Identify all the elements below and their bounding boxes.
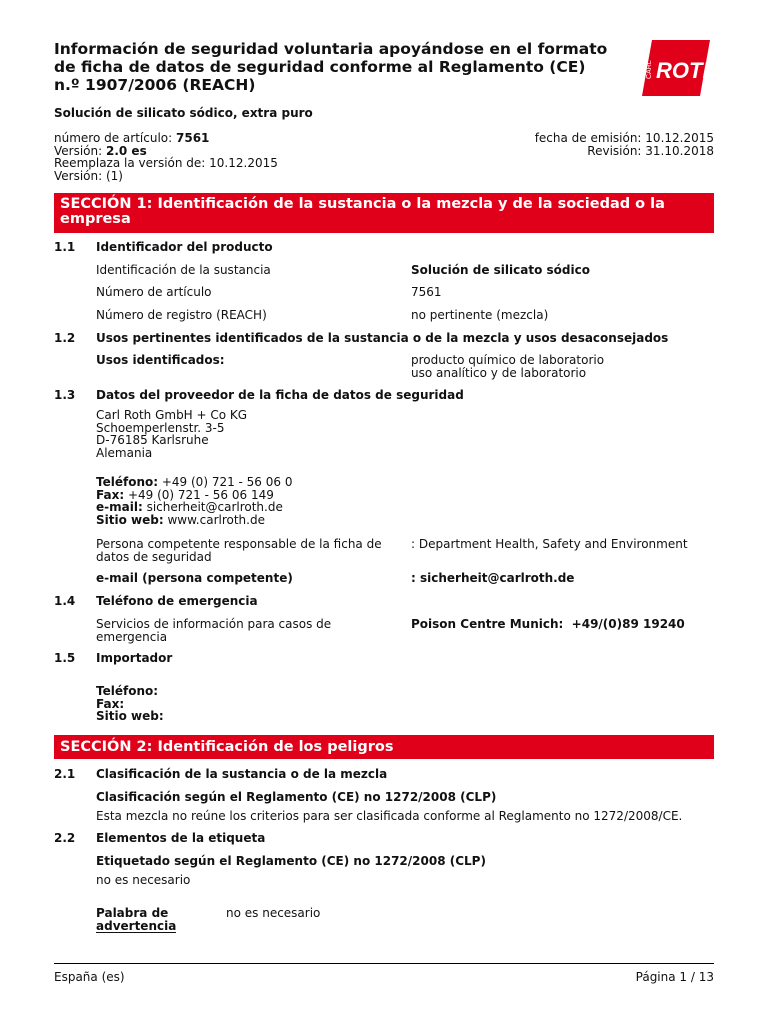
article-number-value: 7561: [411, 285, 442, 299]
footer-divider: [54, 963, 714, 964]
s1-1-number: 1.1: [54, 240, 76, 254]
address-line: D-76185 Karlsruhe: [96, 433, 209, 447]
competent-email-value[interactable]: : sicherheit@carlroth.de: [411, 571, 575, 585]
website-label: Sitio web:: [96, 512, 164, 527]
email-label: e-mail:: [96, 500, 143, 514]
s1-3-number: 1.3: [54, 388, 76, 402]
signal-word-value: no es necesario: [226, 906, 321, 920]
signal-word-label: [96, 907, 176, 933]
competent-person-value: : Department Health, Safety and Environment: [411, 537, 688, 551]
product-name: Solución de silicato sódico, extra puro: [54, 106, 313, 120]
address-line: Alemania: [96, 445, 153, 460]
s1-4-number: 1.4: [54, 594, 76, 608]
identification-value: Solución de silicato sódico: [411, 263, 590, 277]
reach-number-label: Número de registro (REACH): [96, 308, 267, 322]
signal-word-label-line-1: Palabra de: [96, 906, 169, 920]
section-2-header: SECCIÓN 2: Identificación de los peligros: [54, 735, 714, 759]
email-link[interactable]: sicherheit@carlroth.de: [142, 500, 283, 514]
s2-2-title: Elementos de la etiqueta: [96, 831, 266, 845]
emergency-value: Poison Centre Munich: +49/(0)89 19240: [411, 617, 685, 631]
footer-country: España (es): [54, 970, 125, 984]
article-number-label: Número de artículo: [96, 285, 212, 299]
registered-mark: ®: [702, 42, 709, 50]
clp-classification-heading: Clasificación según el Reglamento (CE) no 1272/2008 (CLP): [96, 790, 497, 804]
s1-1-title: Identificador del producto: [96, 240, 273, 254]
logo-text: ROTH: [656, 58, 719, 83]
replaces-version: Reemplaza la versión de: 10.12.2015: [54, 156, 278, 170]
revision-date: Revisión: 31.10.2018: [587, 143, 714, 158]
uses-label: Usos identificados:: [96, 353, 225, 367]
labelling-text: no es necesario: [96, 873, 191, 887]
supplier-contact: [96, 476, 292, 526]
competent-email-label: e-mail (persona competente): [96, 571, 293, 585]
uses-value-1: producto químico de laboratorio: [411, 353, 605, 367]
importer-web-label: Sitio web:: [96, 709, 164, 723]
signal-word-label-line-2: advertencia: [96, 918, 177, 933]
importer-fax-label: Fax:: [96, 696, 125, 711]
article-label: número de artículo:: [54, 131, 173, 145]
fax-value: +49 (0) 721 - 56 06 149: [124, 487, 274, 502]
version-label: Versión:: [54, 143, 103, 158]
s1-4-title: Teléfono de emergencia: [96, 594, 258, 608]
importer-contact: [96, 685, 164, 723]
address-line: Schoemperlenstr. 3-5: [96, 420, 225, 435]
website-link[interactable]: www.carlroth.de: [163, 512, 265, 527]
fax-label: Fax:: [96, 487, 125, 502]
s2-2-number: 2.2: [54, 831, 76, 845]
s1-2-number: 1.2: [54, 331, 76, 345]
reach-number-value: no pertinente (mezcla): [411, 308, 549, 322]
uses-values: [411, 354, 604, 379]
s2-1-number: 2.1: [54, 767, 76, 781]
meta-right: [535, 132, 714, 157]
address-line: Carl Roth GmbH + Co KG: [96, 408, 248, 422]
competent-person-label: Persona competente responsable de la ficha de datos de seguridad: [96, 537, 382, 564]
emergency-label: Servicios de información para casos de emergencia: [96, 617, 332, 644]
s2-1-title: Clasificación de la sustancia o de la mezcla: [96, 767, 388, 781]
phone-label: Teléfono:: [96, 475, 159, 489]
uses-value-2: uso analítico y de laboratorio: [411, 365, 587, 380]
section-1-header: SECCIÓN 1: Identificación de la sustancia o la mezcla y de la sociedad o la empresa: [54, 193, 714, 233]
importer-phone-label: Teléfono:: [96, 684, 159, 698]
labelling-heading: Etiquetado según el Reglamento (CE) no 1272/2008 (CLP): [96, 854, 486, 868]
version-value: 2.0 es: [106, 143, 147, 158]
supplier-address: [96, 409, 247, 459]
clp-classification-text: Esta mezcla no reúne los criterios para ser clasificada conforme al Reglamento no 1272/2008/CE.: [96, 809, 683, 823]
footer-page-number: Página 1 / 13: [635, 970, 714, 984]
issue-date: fecha de emisión: 10.12.2015: [534, 131, 714, 145]
logo-small-text: CARL: [646, 60, 653, 79]
document-title: Información de seguridad voluntaria apoyándose en el formato de ficha de datos de seguridad conforme al Reglamento (CE) n.º 1907/2006 (REACH): [54, 40, 608, 94]
s1-2-title: Usos pertinentes identificados de la sustancia o de la mezcla y usos desaconsejados: [96, 331, 669, 345]
meta-left: [54, 132, 278, 182]
carl-roth-logo: [642, 40, 719, 96]
s1-5-number: 1.5: [54, 651, 76, 665]
phone-value[interactable]: +49 (0) 721 - 56 06 0: [158, 475, 293, 489]
identification-label: Identificación de la sustancia: [96, 263, 271, 277]
s1-3-title: Datos del proveedor de la ficha de datos de seguridad: [96, 388, 464, 402]
article-value: 7561: [176, 131, 210, 145]
version-paren: Versión: (1): [54, 168, 123, 183]
s1-5-title: Importador: [96, 651, 173, 665]
